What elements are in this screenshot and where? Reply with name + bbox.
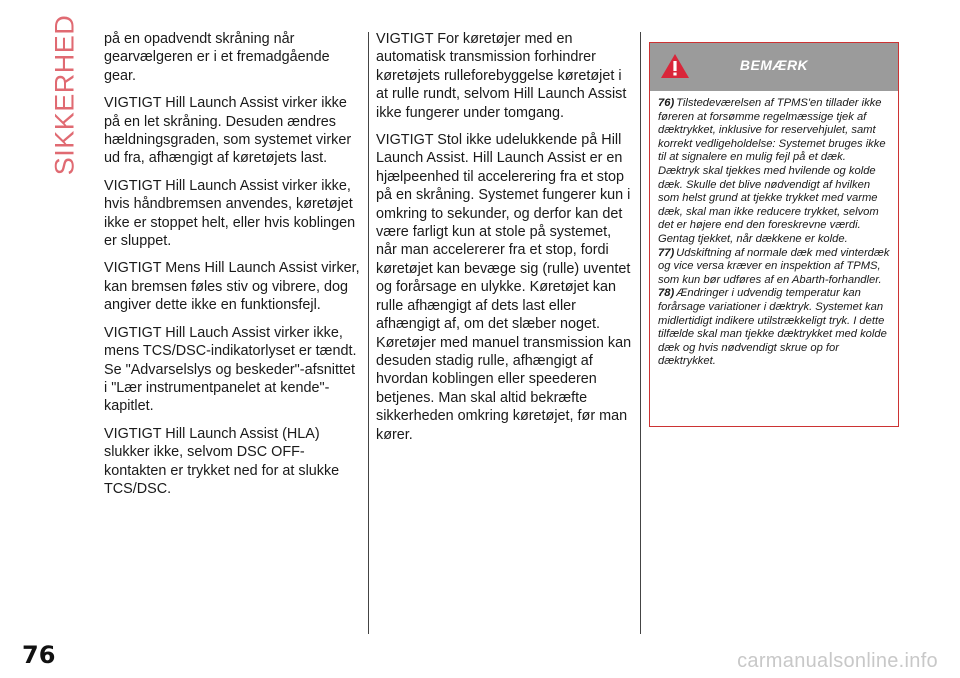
paragraph: VIGTIGT Hill Launch Assist virker ikke, hvis håndbremsen anvendes, køretøjet ikke er stoppet helt, eller hvis koblingen er sluppet. — [104, 177, 356, 250]
column-divider — [640, 32, 641, 634]
paragraph: VIGTIGT Hill Launch Assist virker ikke på en let skråning. Desuden ændres hældningsgraden, som systemet virker ud fra, afhængigt af køretøjets last. — [104, 95, 352, 167]
watermark: carmanualsonline.info — [737, 650, 938, 672]
notice-item-text: Ændringer i udvendig temperatur kan forårsage variationer i dæktryk. Systemet kan midlertidigt indikere utilstrækkeligt tryk. I dette tilfælde skal man tjekke dæktrykket med kolde dæk og hvis nødvendigt skrue op for dæktrykket. — [658, 287, 887, 368]
notice-item — [658, 247, 890, 288]
notice-item-text: Udskiftning af normale dæk med vinterdæk og vice versa kræver en inspektion af TPMS, som kun bør udføres af en Abarth-forhandler. — [658, 246, 890, 286]
section-title — [49, 14, 80, 176]
paragraph: VIGTIGT Mens Hill Launch Assist virker, kan bremsen føles stiv og vibrere, dog angiver dette ikke en funktionsfejl. — [104, 260, 360, 314]
text-column-1 — [104, 30, 360, 507]
page-number: 76 — [22, 641, 56, 669]
notice-header — [650, 43, 898, 91]
paragraph: VIGTIGT Hill Lauch Assist virker ikke, mens TCS/DSC-indikatorlyset er tændt. Se "Advarselslys og beskeder"-afsnittet i "Lær instrumentpanelet at kende"-kapitlet. — [104, 324, 357, 415]
notice-item-number: 77) — [658, 246, 675, 259]
notice-box — [649, 42, 899, 427]
section-title-text: SIKKERHED — [49, 14, 80, 176]
notice-item — [658, 97, 890, 247]
text-column-2 — [376, 30, 632, 453]
notice-item-text: Tilstedeværelsen af TPMS'en tillader ikke føreren at forsømme regelmæssige tjek af dæktrykket, inklusive for reservehjulet, samt korrekt vedligeholdelse: Systemet bruges ikke til at signalere en mulig fejl på et dæk. Dæktryk skal tjekkes med hvilende og kolde dæk. Skulle det blive nødvendigt af hvilken som helst grund at tjekke trykket med varme dæk, skal man ikke reducere trykket, selvom det er højere end den foreskrevne værdi. Gentag tjekket, når dækkene er kolde. — [658, 97, 886, 245]
paragraph: VIGTIGT For køretøjer med en automatisk transmission forhindrer køretøjets rulleforebyggelse køretøjet i at rulle rundt, selvom Hill Launch Assist ikke fungerer under tomgang. — [376, 31, 627, 121]
notice-body — [650, 91, 898, 369]
notice-item-number: 78) — [658, 287, 675, 300]
paragraph: VIGTIGT Hill Launch Assist (HLA) slukker ikke, selvom DSC OFF-kontakten er trykket ned for at slukke TCS/DSC. — [104, 425, 340, 497]
paragraph: på en opadvendt skråning når gearvælgeren er i et fremadgående gear. — [104, 31, 330, 84]
notice-item-number: 76) — [658, 97, 675, 109]
notice-title: BEMÆRK — [739, 57, 809, 73]
notice-item — [658, 287, 890, 369]
paragraph: VIGTIGT Stol ikke udelukkende på Hill Launch Assist. Hill Launch Assist er en hjælpeenhed til accelerering fra et stop på en skråning. Systemet fungerer kun i omkring to sekunder, og derfor kan det være farligt kun at stole på systemet, når man accelererer fra et stop, fordi køretøjet kan bevæge sig (rulle) uventet og forårsage en ulykke. Køretøjet kan rulle afhængigt af dets last eller afhængigt af, om det slæber noget. Køretøjer med manuel transmission kan desuden stadig rulle, afhængigt af hvordan koblingen eller speederen betjenes. Man skal altid bekræfte sikkerheden omkring køretøjet, før man kører. — [376, 132, 632, 443]
column-divider — [368, 32, 369, 634]
